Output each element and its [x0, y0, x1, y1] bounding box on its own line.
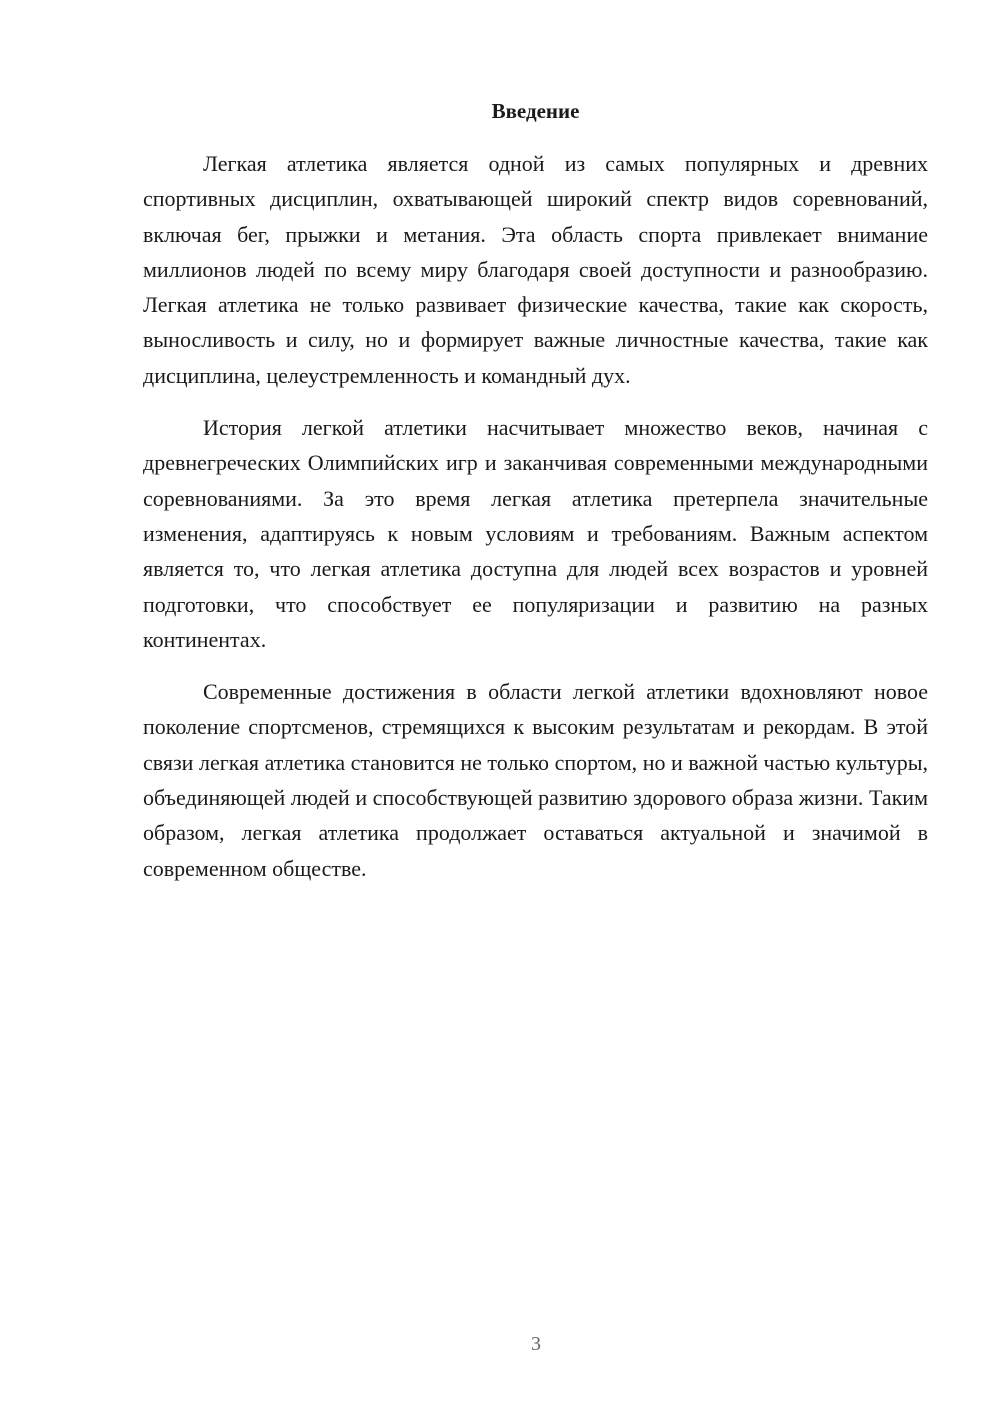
- page-number: 3: [531, 1333, 541, 1355]
- page-content: [143, 96, 928, 903]
- paragraph-2: История легкой атлетики насчитывает множество веков, начиная с древнегреческих Олимпийских игр и заканчивая современными международными соревнованиями. За это время легкая атлетика претерпела значительные изменения, адаптируясь к новым условиям и требованиям. Важным аспектом является то, что легкая атлетика доступна для людей всех возрастов и уровней подготовки, что способствует ее популяризации и развитию на разных континентах.: [143, 415, 928, 652]
- paragraph-3: Современные достижения в области легкой атлетики вдохновляют новое поколение спортсменов, стремящихся к высоким результатам и рекордам. В этой связи легкая атлетика становится не только спортом, но и важной частью культуры, объединяющей людей и способствующей развитию здорового образа жизни. Таким образом, легкая атлетика продолжает оставаться актуальной и значимой в современном обществе.: [143, 679, 928, 881]
- paragraph-1: Легкая атлетика является одной из самых популярных и древних спортивных дисциплин, охватывающей широкий спектр видов соревнований, включая бег, прыжки и метания. Эта область спорта привлекает внимание миллионов людей по всему миру благодаря своей доступности и разнообразию. Легкая атлетика не только развивает физические качества, такие как скорость, выносливость и силу, но и формирует важные личностные качества, такие как дисциплина, целеустремленность и командный дух.: [143, 151, 928, 388]
- section-heading: Введение: [491, 99, 580, 123]
